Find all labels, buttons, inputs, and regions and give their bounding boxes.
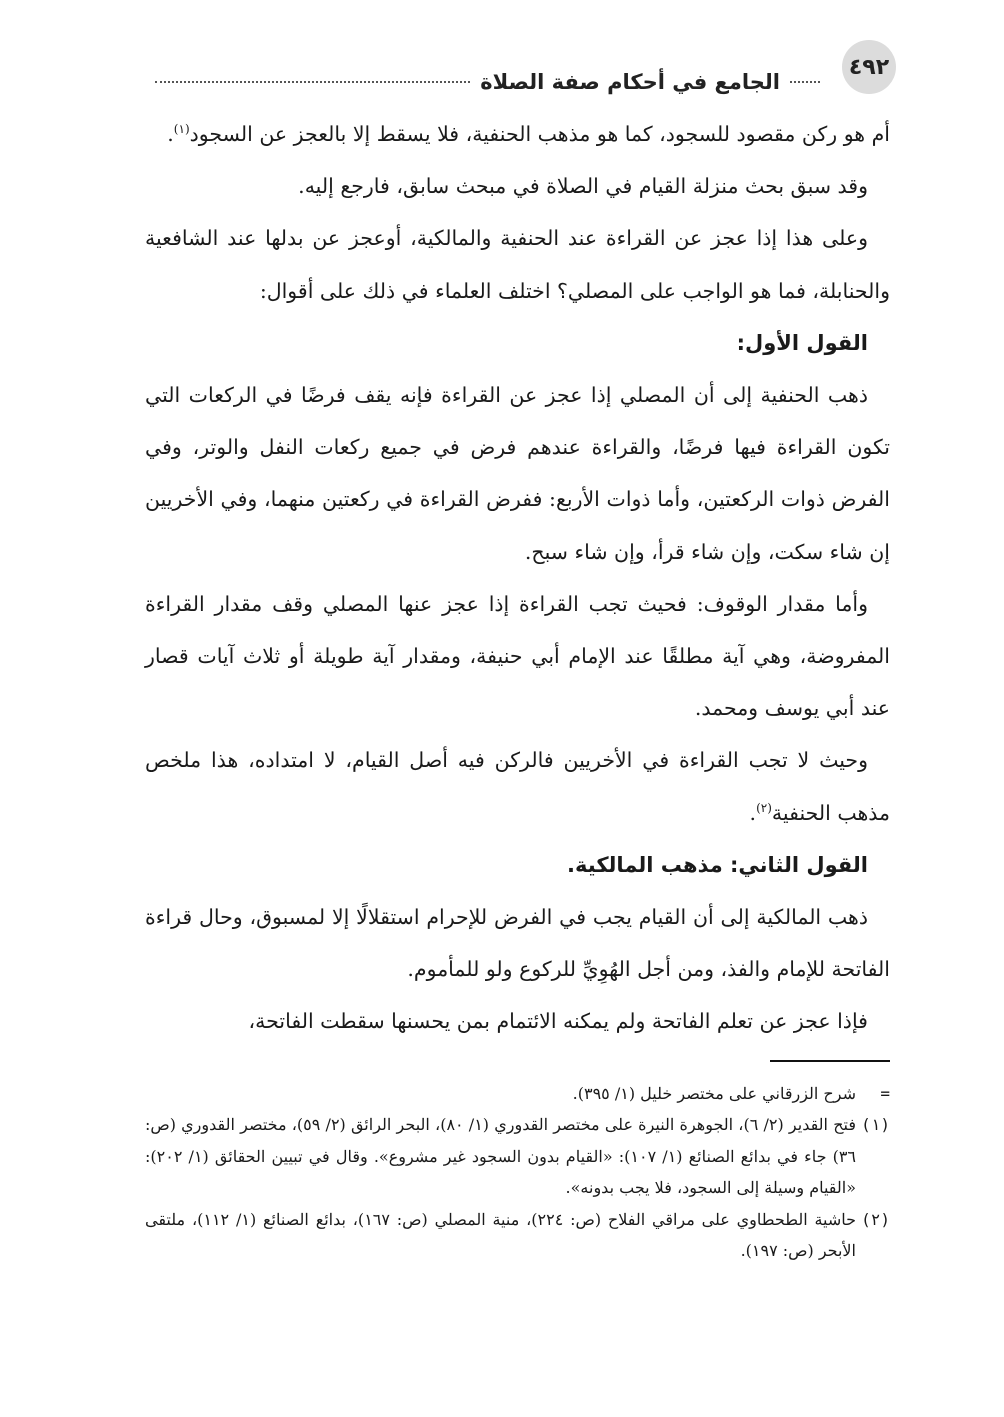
- paragraph-4: ذهب الحنفية إلى أن المصلي إذا عجز عن القراءة فإنه يقف فرضًا في الركعات التي تكون القراءة فيها فرضًا، والقراءة عندهم فرض في جميع ركعات النفل والوتر، وفي الفرض ذوات الركعتين، وأما ذوات الأربع: ففرض القراءة في ركعتين منهما، وفي الأخريين إن شاء سكت، وإن شاء قرأ، وإن شاء سبح.: [145, 383, 890, 564]
- footnote-continued: [145, 1078, 890, 1110]
- paragraph-5: وأما مقدار الوقوف: فحيث تجب القراءة إذا عجز عنها المصلي وقف مقدار القراءة المفروضة، وهي آية مطلقًا عند الإمام أبي حنيفة، ومقدار آية طويلة أو ثلاث آيات قصار عند أبي يوسف ومحمد.: [145, 591, 890, 721]
- footnote-marker: =: [880, 1083, 890, 1103]
- paragraph-7: ذهب المالكية إلى أن القيام يجب في الفرض للإحرام استقلالًا إلا لمسبوق، وحال قراءة الفاتحة للإمام والفذ، ومن أجل الهُوِيِّ للركوع ولو للمأموم.: [145, 905, 890, 982]
- paragraph-6: وحيث لا تجب القراءة في الأخريين فالركن فيه أصل القيام، لا امتداده، هذا ملخص مذهب الحنفية$^{(٢)}$.: [145, 748, 890, 825]
- heading-first-opinion: القول الأول:: [736, 330, 868, 355]
- document-page: [145, 40, 890, 1267]
- paragraph-1: أم هو ركن مقصود للسجود، كما هو مذهب الحنفية، فلا يسقط إلا بالعجز عن السجود$^{(١)}$.: [167, 122, 890, 146]
- paragraph-2: وقد سبق بحث منزلة القيام في الصلاة في مبحث سابق، فارجع إليه.: [298, 174, 868, 199]
- main-text: [145, 108, 890, 1048]
- footnote-2: [145, 1204, 890, 1267]
- page-header: [145, 40, 890, 98]
- footnote-marker: (٢): [861, 1209, 890, 1229]
- footnotes: [145, 1078, 890, 1267]
- footnote-text: حاشية الطحطاوي على مراقي الفلاح (ص: ٢٢٤)، منية المصلي (ص: ١٦٧)، بدائع الصنائع (١/ ١١٢)، ملتقى الأبحر (ص: ١٩٧).: [145, 1209, 857, 1261]
- footnote-separator: [770, 1060, 890, 1062]
- running-header: [145, 70, 830, 94]
- footnote-text: شرح الزرقاني على مختصر خليل (١/ ٣٩٥).: [572, 1083, 856, 1103]
- book-title: الجامع في أحكام صفة الصلاة: [480, 70, 780, 94]
- paragraph-3: وعلى هذا إذا عجز عن القراءة عند الحنفية والمالكية، أوعجز عن بدلها عند الشافعية والحنابلة، فما هو الواجب على المصلي؟ اختلف العلماء في ذلك على أقوال:: [145, 226, 890, 303]
- page-number-badge: ٤٩٢: [842, 40, 896, 94]
- paragraph-8: فإذا عجز عن تعلم الفاتحة ولم يمكنه الائتمام بمن يحسنها سقطت الفاتحة،: [248, 1009, 868, 1034]
- heading-second-opinion: القول الثاني: مذهب المالكية.: [567, 852, 868, 877]
- footnote-ref-1[interactable]: (١): [173, 122, 190, 137]
- footnote-1: [145, 1109, 890, 1204]
- header-dots-left: [155, 81, 470, 83]
- footnote-text: فتح القدير (٢/ ٦)، الجوهرة النيرة على مختصر القدوري (١/ ٨٠)، البحر الرائق (٢/ ٥٩)، مختصر القدوري (ص: ٣٦) جاء في بدائع الصنائع (١/ ١٠٧): «القيام بدون السجود غير مشروع». وقال في تبيين الحقائق (١/ ٢٠٢): «القيام وسيلة إلى السجود، فلا يجب بدونه».: [145, 1115, 857, 1198]
- header-dots-right: [790, 81, 820, 83]
- footnote-marker: (١): [861, 1115, 890, 1135]
- footnote-ref-2[interactable]: (٢): [756, 800, 772, 815]
